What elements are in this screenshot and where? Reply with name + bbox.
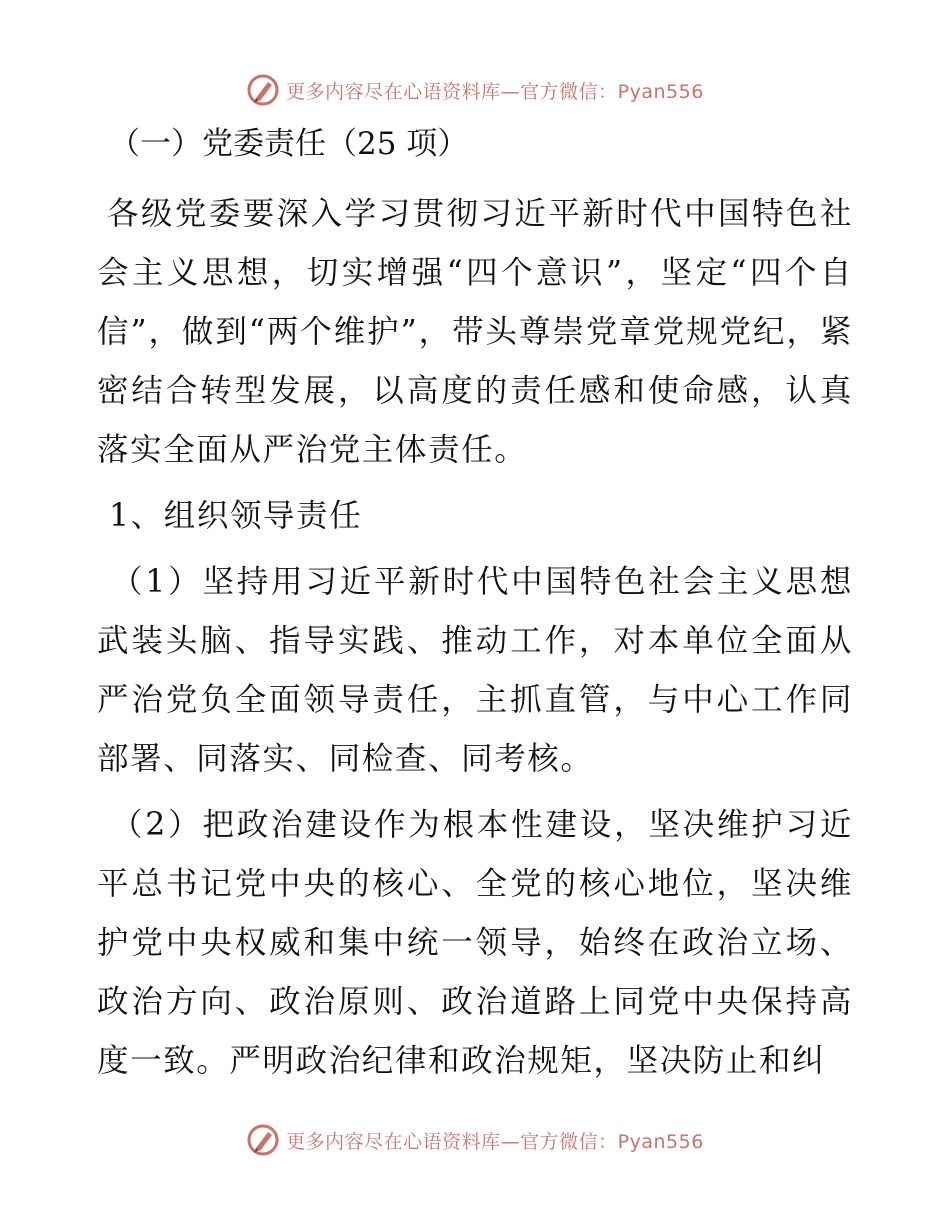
item-2-paragraph: （2）把政治建设作为根本性建设，坚决维护习近平总书记党中央的核心、全党的核心地位，坚决维护党中央权威和集中统一领导，始终在政治立场、政治方向、政治原则、政治道路上同党中央保持高度一致。严明政治纪律和政治规矩，坚决防止和纠 (97, 807, 853, 1079)
document-body (97, 122, 853, 1098)
watermark-text: 更多内容尽在心语资料库—官方微信：Pyan556 (286, 80, 704, 103)
watermark-text: 更多内容尽在心语资料库—官方微信：Pyan556 (286, 1130, 704, 1153)
pen-circle-icon (246, 1123, 280, 1157)
item-1-paragraph: （1）坚持用习近平新时代中国特色社会主义思想武装头脑、指导实践、推动工作，对本单位全面从严治党负全面领导责任，主抓直管，与中心工作同部署、同落实、同检查、同考核。 (97, 564, 853, 777)
footer-watermark (0, 1120, 950, 1160)
intro-paragraph: 各级党委要深入学习贯彻习近平新时代中国特色社会主义思想，切实增强“四个意识”，坚定“四个自信”，做到“两个维护”，带头尊崇党章党规党纪，紧密结合转型发展，以高度的责任感和使命感，认真落实全面从严治党主体责任。 (97, 196, 853, 468)
sub-heading: 1、组织领导责任 (109, 498, 363, 534)
section-heading: （一）党委责任（25 项） (109, 126, 469, 162)
header-watermark (0, 70, 950, 110)
pen-circle-icon (246, 73, 280, 107)
